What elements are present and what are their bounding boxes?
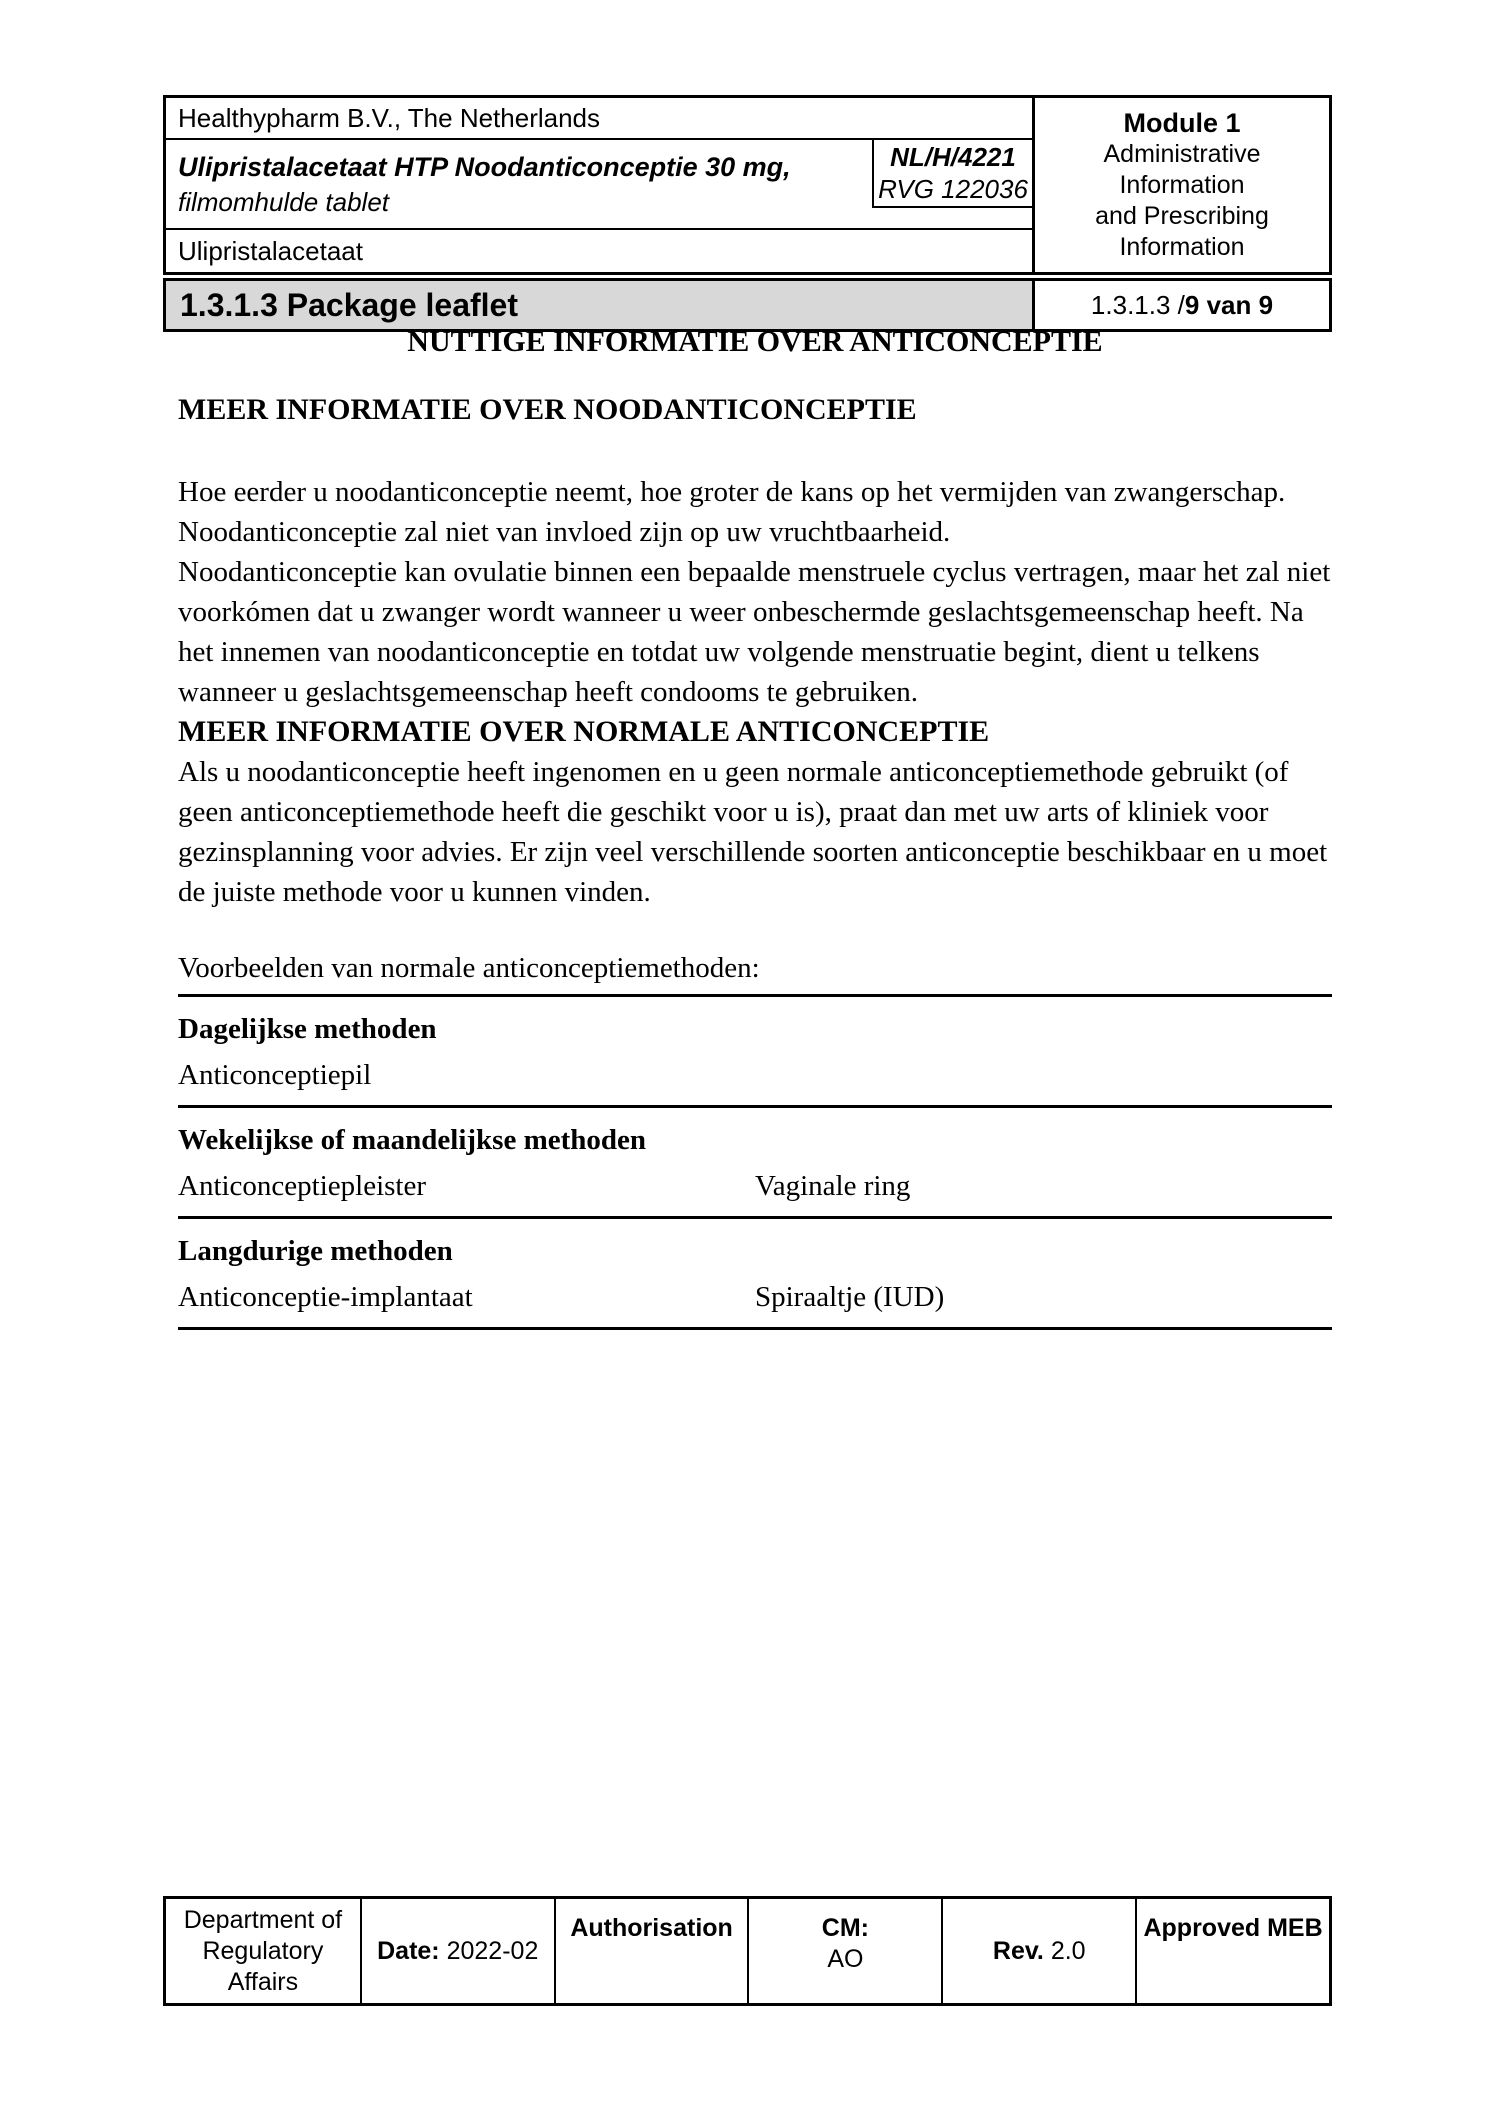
footer-department-cell — [166, 1899, 360, 2003]
rev-value: 2.0 — [1050, 1936, 1086, 1965]
page-ref-number: 9 van 9 — [1184, 289, 1274, 320]
product-cell — [166, 140, 872, 230]
methods-item: Spiraaltje (IUD) — [755, 1281, 945, 1313]
paragraph-2: Noodanticonceptie kan ovulatie binnen een bepaalde menstruele cyclus vertragen, maar het zal niet voorkómen dat u zwanger wordt wanneer u weer onbeschermde geslachtsgemeenschap heeft. Na het innemen van noodanticonceptie en totdat uw volgende menstruatie begint, dient u telkens wanneer u geslachtsgemeenschap heeft condooms te gebruiken. — [178, 556, 1331, 708]
company-cell — [166, 98, 1032, 140]
methods-group-heading: Dagelijkse methoden — [178, 1013, 437, 1045]
approved-label: Approved MEB — [1143, 1914, 1323, 1942]
paragraph-1: Hoe eerder u noodanticonceptie neemt, hoe groter de kans op het vermijden van zwangerschap. Noodanticonceptie zal niet van invloed zijn op uw vruchtbaarheid. — [178, 476, 1286, 548]
department-line1: Department of — [183, 1905, 343, 1934]
section1-heading: MEER INFORMATIE OVER NOODANTICONCEPTIE — [178, 393, 917, 426]
footer-date-cell — [360, 1899, 554, 2003]
methods-item: Vaginale ring — [755, 1170, 911, 1202]
footer-cm-cell — [747, 1899, 941, 2003]
methods-table — [178, 948, 1332, 1330]
procedure-box — [872, 140, 1032, 208]
methods-caption: Voorbeelden van normale anticonceptiemethoden: — [178, 948, 1332, 997]
procedure-cell — [872, 140, 1032, 230]
substance-name: Ulipristalacetaat — [178, 235, 363, 266]
methods-item — [755, 1055, 1332, 1095]
company-name: Healthypharm B.V., The Netherlands — [178, 102, 601, 133]
date-value: 2022-02 — [446, 1936, 539, 1965]
header-table — [163, 95, 1332, 275]
methods-group-heading: Langdurige methoden — [178, 1235, 453, 1267]
substance-cell — [166, 230, 1032, 272]
rvg-number: RVG 122036 — [878, 174, 1028, 204]
footer-table — [163, 1896, 1332, 2006]
section2-heading: MEER INFORMATIE OVER NORMALE ANTICONCEPTIE — [178, 715, 990, 748]
footer-rev-cell — [941, 1899, 1135, 2003]
methods-item: Anticonceptiepleister — [178, 1170, 427, 1202]
module-line1: Administrative Information — [1103, 139, 1261, 199]
methods-row — [178, 1271, 1332, 1330]
product-form: filmomhulde tablet — [178, 187, 389, 217]
date-label: Date: — [377, 1936, 440, 1965]
date-text — [377, 1936, 538, 1967]
authorisation-label: Authorisation — [570, 1914, 733, 1942]
rev-label: Rev. — [992, 1936, 1044, 1965]
cm-label: CM: — [821, 1914, 870, 1942]
paragraph-3: Als u noodanticonceptie heeft ingenomen en u geen normale anticonceptiemethode gebruikt (of geen anticonceptiemethode heeft die geschikt voor u is), praat dan met uw arts of kliniek voor gezinsplanning voor advies. Er zijn veel verschillende soorten anticonceptie beschikbaar en u moet de juiste methode voor u kunnen vinden. — [178, 756, 1328, 908]
body-content — [178, 322, 1332, 1330]
cm-value: AO — [827, 1945, 864, 1973]
methods-row — [178, 1049, 1332, 1108]
product-name: Ulipristalacetaat HTP Noodanticonceptie 30 mg, — [178, 152, 791, 182]
methods-group-heading: Wekelijkse of maandelijkse methoden — [178, 1124, 647, 1156]
methods-row — [178, 1160, 1332, 1219]
module-cell — [1032, 98, 1329, 272]
section-title: 1.3.1.3 Package leaflet — [180, 286, 518, 323]
rev-text — [993, 1936, 1086, 1967]
module-title: Module 1 — [1123, 107, 1241, 138]
methods-item: Anticonceptiepil — [178, 1059, 372, 1091]
module-line2: and Prescribing Information — [1095, 201, 1269, 261]
main-title: NUTTIGE INFORMATIE OVER ANTICONCEPTIE — [407, 325, 1103, 358]
methods-item: Anticonceptie-implantaat — [178, 1281, 473, 1313]
department-line2: Regulatory Affairs — [202, 1936, 324, 1996]
footer-authorisation-cell — [554, 1899, 748, 2003]
procedure-number: NL/H/4221 — [890, 142, 1016, 172]
page-ref-prefix: 1.3.1.3 / — [1090, 289, 1185, 320]
footer-approved-cell — [1135, 1899, 1329, 2003]
